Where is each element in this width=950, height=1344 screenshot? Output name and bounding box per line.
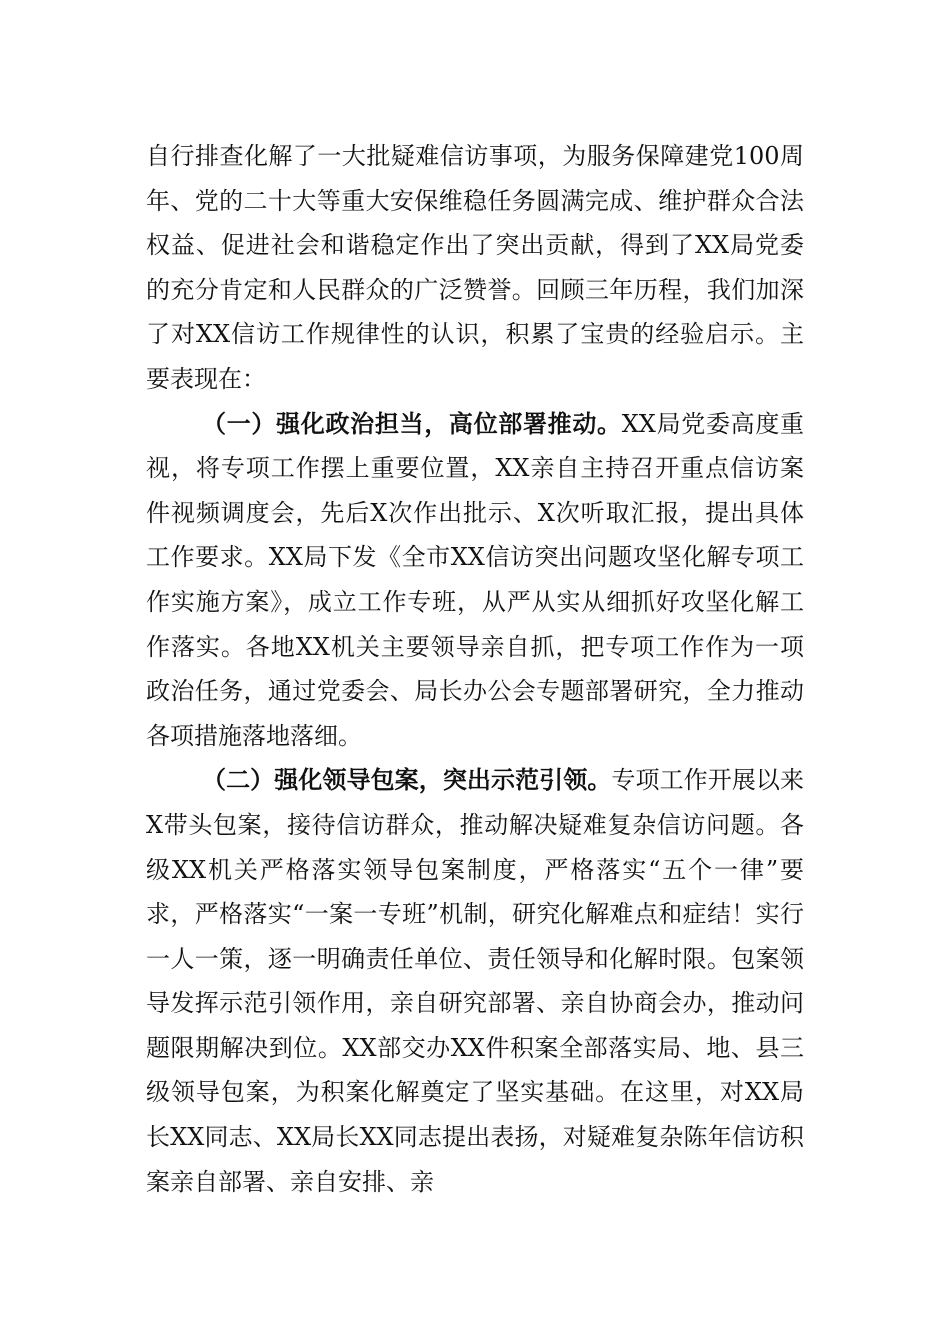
section-2-heading: （二）强化领导包案，突出示范引领。 xyxy=(202,765,612,795)
paragraph-1-text: 自行排查化解了一大批疑难信访事项，为服务保障建党100周年、党的二十大等重大安保维稳任务圆满完成、维护群众合法权益、促进社会和谐稳定作出了突出贡献，得到了XX局党委的充分肯定和人民群众的广泛赞誉。回顾三年历程，我们加深了对XX信访工作规律性的认识，积累了宝贵的经验启示。主要表现在： xyxy=(146,142,804,393)
section-2-text: 专项工作开展以来X带头包案，接待信访群众，推动解决疑难复杂信访问题。各级XX机关严格落实领导包案制度，严格落实“五个一律”要求，严格落实“一案一专班”机制，研究化解难点和症结！实行一人一策，逐一明确责任单位、责任领导和化解时限。包案领导发挥示范引领作用，亲自研究部署、亲自协商会办，推动问题限期解决到位。XX部交办XX件积案全部落实局、地、县三级领导包案，为积案化解奠定了坚实基础。在这里，对XX局长XX同志、XX局长XX同志提出表扬，对疑难复杂陈年信访积案亲自部署、亲自安排、亲 xyxy=(146,766,805,1196)
section-1-heading: （一）强化政治担当，高位部署推动。 xyxy=(202,408,622,438)
paragraph-section-1 xyxy=(146,402,804,759)
document-body xyxy=(146,134,804,1204)
paragraph-continuation xyxy=(146,134,804,402)
paragraph-section-2 xyxy=(146,758,804,1204)
section-1-text: XX局党委高度重视，将专项工作摆上重要位置，XX亲自主持召开重点信访案件视频调度会，先后X次作出批示、X次听取汇报，提出具体工作要求。XX局下发《全市XX信访突出问题攻坚化解专项工作实施方案》，成立工作专班，从严从实从细抓好攻坚化解工作落实。各地XX机关主要领导亲自抓，把专项工作作为一项政治任务，通过党委会、局长办公会专题部署研究，全力推动各项措施落地落细。 xyxy=(146,409,805,750)
